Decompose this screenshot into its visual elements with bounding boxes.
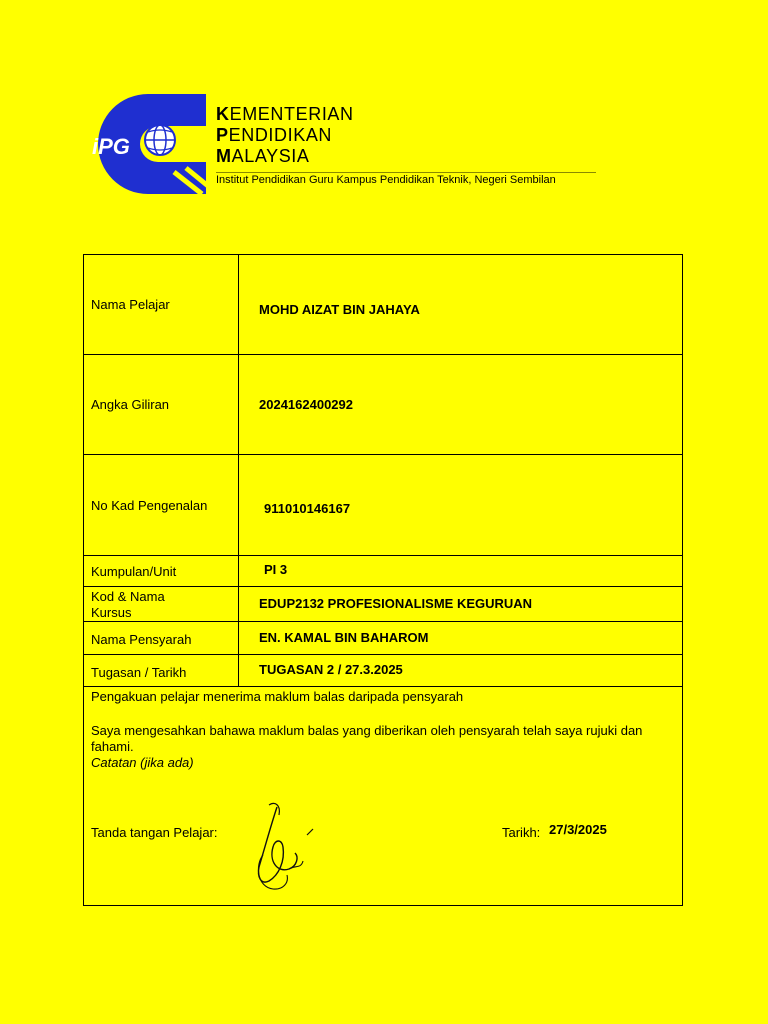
- acknowledgement-note: Catatan (jika ada): [91, 755, 194, 770]
- value-index-number: 2024162400292: [259, 397, 353, 412]
- row-ic-number: [84, 455, 682, 556]
- acknowledgement-section: [91, 687, 679, 771]
- label-course: Kod & Nama Kursus: [91, 589, 165, 620]
- date-value: 27/3/2025: [549, 822, 607, 837]
- value-ic-number: 911010146167: [264, 501, 351, 516]
- ministry-line-1: KEMENTERIAN: [216, 104, 354, 124]
- row-student-name: [84, 255, 682, 355]
- ministry-line-3: MALAYSIA: [216, 146, 310, 166]
- ministry-line-2: PENDIDIKAN: [216, 125, 333, 145]
- label-ic-number: No Kad Pengenalan: [91, 498, 208, 513]
- ipg-logo-icon: [88, 92, 208, 196]
- label-group: Kumpulan/Unit: [91, 564, 177, 579]
- signature-label: Tanda tangan Pelajar:: [91, 825, 218, 840]
- value-student-name: MOHD AIZAT BIN JAHAYA: [259, 302, 420, 317]
- value-group: PI 3: [264, 562, 288, 577]
- row-assignment: [84, 655, 682, 687]
- student-signature: [249, 795, 329, 895]
- acknowledgement-heading: Pengakuan pelajar menerima maklum balas daripada pensyarah: [91, 689, 464, 704]
- label-index-number: Angka Giliran: [91, 397, 170, 412]
- date-label: Tarikh:: [502, 825, 541, 840]
- value-course: EDUP2132 PROFESIONALISME KEGURUAN: [259, 596, 533, 611]
- label-student-name: Nama Pelajar: [91, 297, 170, 312]
- label-lecturer: Nama Pensyarah: [91, 632, 192, 647]
- feedback-form: [83, 254, 683, 906]
- letterhead: [88, 92, 598, 200]
- logo-text: iPG: [92, 134, 130, 159]
- row-group: [84, 556, 682, 587]
- label-assignment: Tugasan / Tarikh: [91, 665, 187, 680]
- ministry-name: [216, 104, 354, 167]
- value-lecturer: EN. KAMAL BIN BAHAROM: [259, 630, 429, 645]
- acknowledgement-statement: Saya mengesahkan bahawa maklum balas yang diberikan oleh pensyarah telah saya rujuki dan fahami.: [91, 723, 643, 754]
- value-assignment: TUGASAN 2 / 27.3.2025: [259, 662, 403, 677]
- row-lecturer: [84, 622, 682, 655]
- row-course: [84, 587, 682, 622]
- institute-name: Institut Pendidikan Guru Kampus Pendidikan Teknik, Negeri Sembilan: [216, 172, 596, 186]
- row-index-number: [84, 355, 682, 455]
